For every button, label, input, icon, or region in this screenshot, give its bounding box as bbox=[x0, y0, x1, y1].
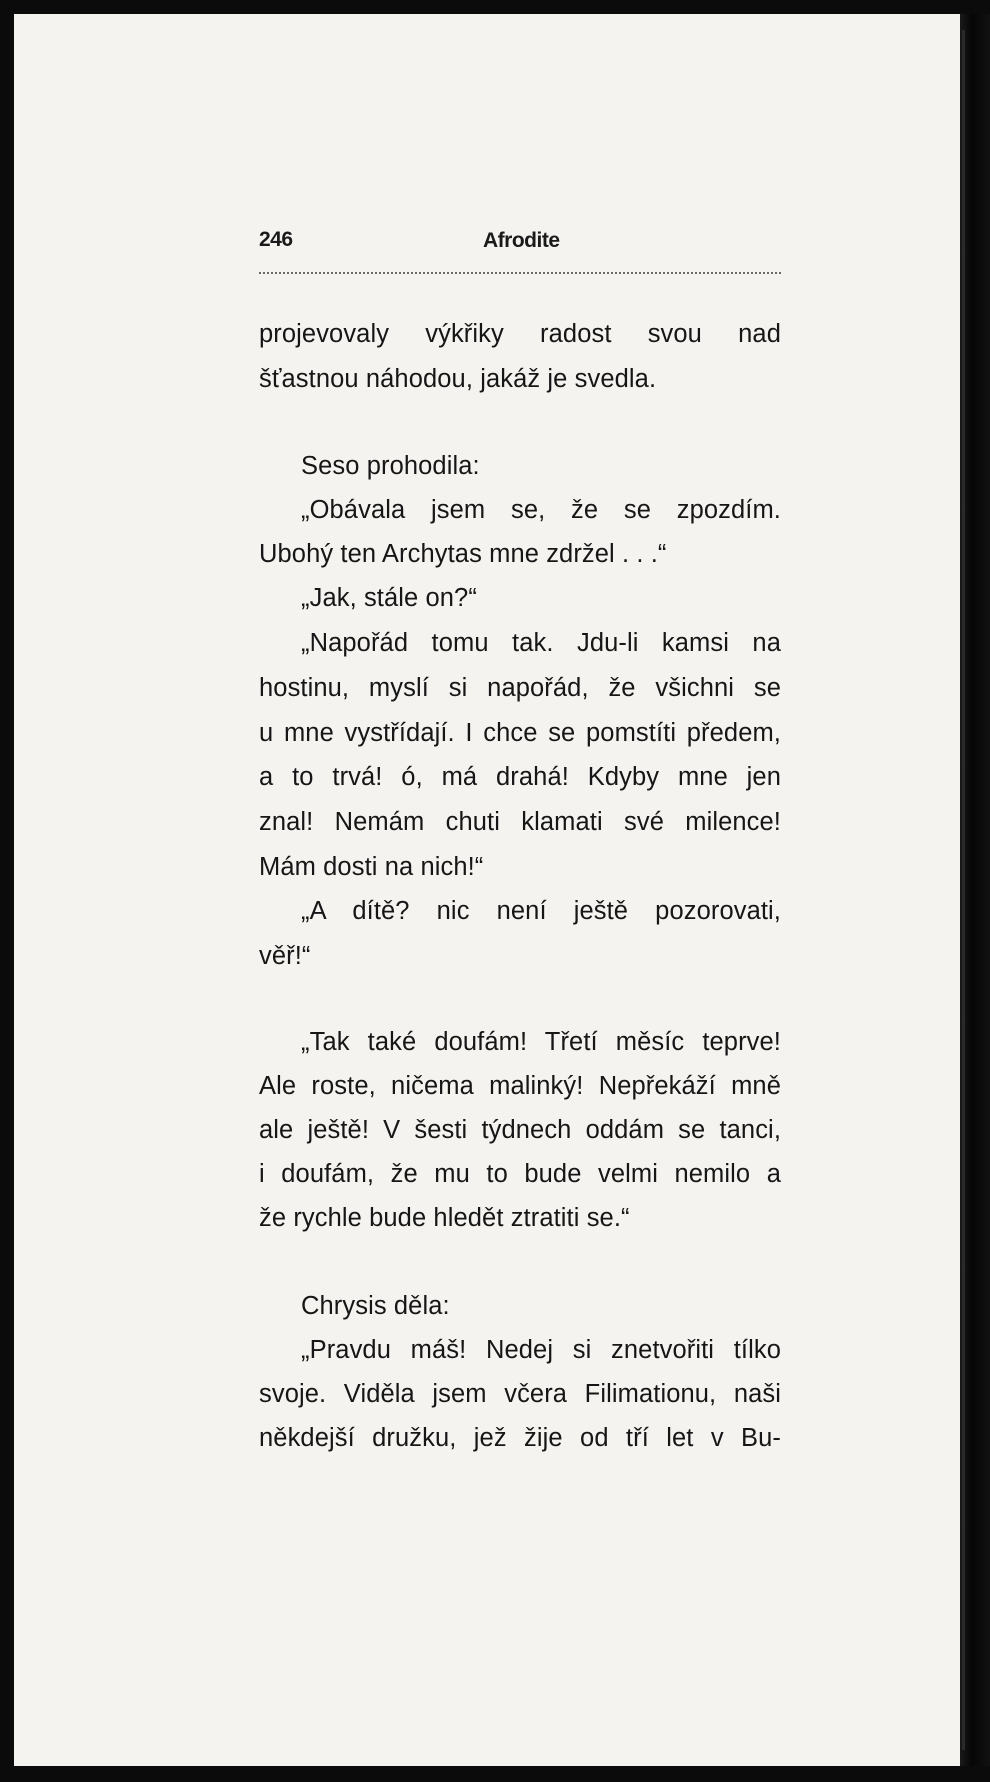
text-line: hostinu, myslí si napořád, že všichni se bbox=[259, 674, 781, 702]
text-line: věř!“ bbox=[259, 942, 311, 970]
text-line: že rychle bude hledět ztratiti se.“ bbox=[259, 1204, 630, 1232]
text-line: Ubohý ten Archytas mne zdržel . . .“ bbox=[259, 540, 667, 568]
page-edge-line bbox=[962, 30, 965, 1750]
text-line: Mám dosti na nich!“ bbox=[259, 853, 484, 881]
text-line: Ale roste, ničema malinký! Nepřekáží mně bbox=[259, 1072, 781, 1100]
text-line: Chrysis děla: bbox=[301, 1292, 450, 1320]
text-line: i doufám, že mu to bude velmi nemilo a bbox=[259, 1160, 781, 1188]
header-rule bbox=[259, 272, 781, 274]
text-line: někdejší družku, jež žije od tří let v Bu- bbox=[259, 1424, 781, 1452]
text-line: Seso prohodila: bbox=[301, 452, 480, 480]
text-line: „Pravdu máš! Nedej si znetvořiti tílko bbox=[301, 1336, 781, 1364]
text-line: „Obávala jsem se, že se zpozdím. bbox=[301, 496, 781, 524]
text-line: šťastnou náhodou, jakáž je svedla. bbox=[259, 365, 657, 393]
page-number: 246 bbox=[259, 228, 293, 251]
page-header bbox=[259, 228, 781, 258]
text-line: „Napořád tomu tak. Jdu-li kamsi na bbox=[301, 629, 781, 657]
text-line: „A dítě? nic není ještě pozorovati, bbox=[301, 897, 781, 925]
text-line: u mne vystřídají. I chce se pomstíti předem, bbox=[259, 719, 781, 747]
text-line: ale ještě! V šesti týdnech oddám se tanci, bbox=[259, 1116, 781, 1144]
text-line: znal! Nemám chuti klamati své milence! bbox=[259, 808, 781, 836]
text-line: a to trvá! ó, má drahá! Kdyby mne jen bbox=[259, 763, 781, 791]
text-line: projevovaly výkřiky radost svou nad bbox=[259, 320, 781, 348]
text-line: „Jak, stále on?“ bbox=[301, 584, 477, 612]
running-title: Afrodite bbox=[483, 229, 560, 252]
text-line: „Tak také doufám! Třetí měsíc teprve! bbox=[301, 1028, 781, 1056]
text-line: svoje. Viděla jsem včera Filimationu, naši bbox=[259, 1380, 781, 1408]
